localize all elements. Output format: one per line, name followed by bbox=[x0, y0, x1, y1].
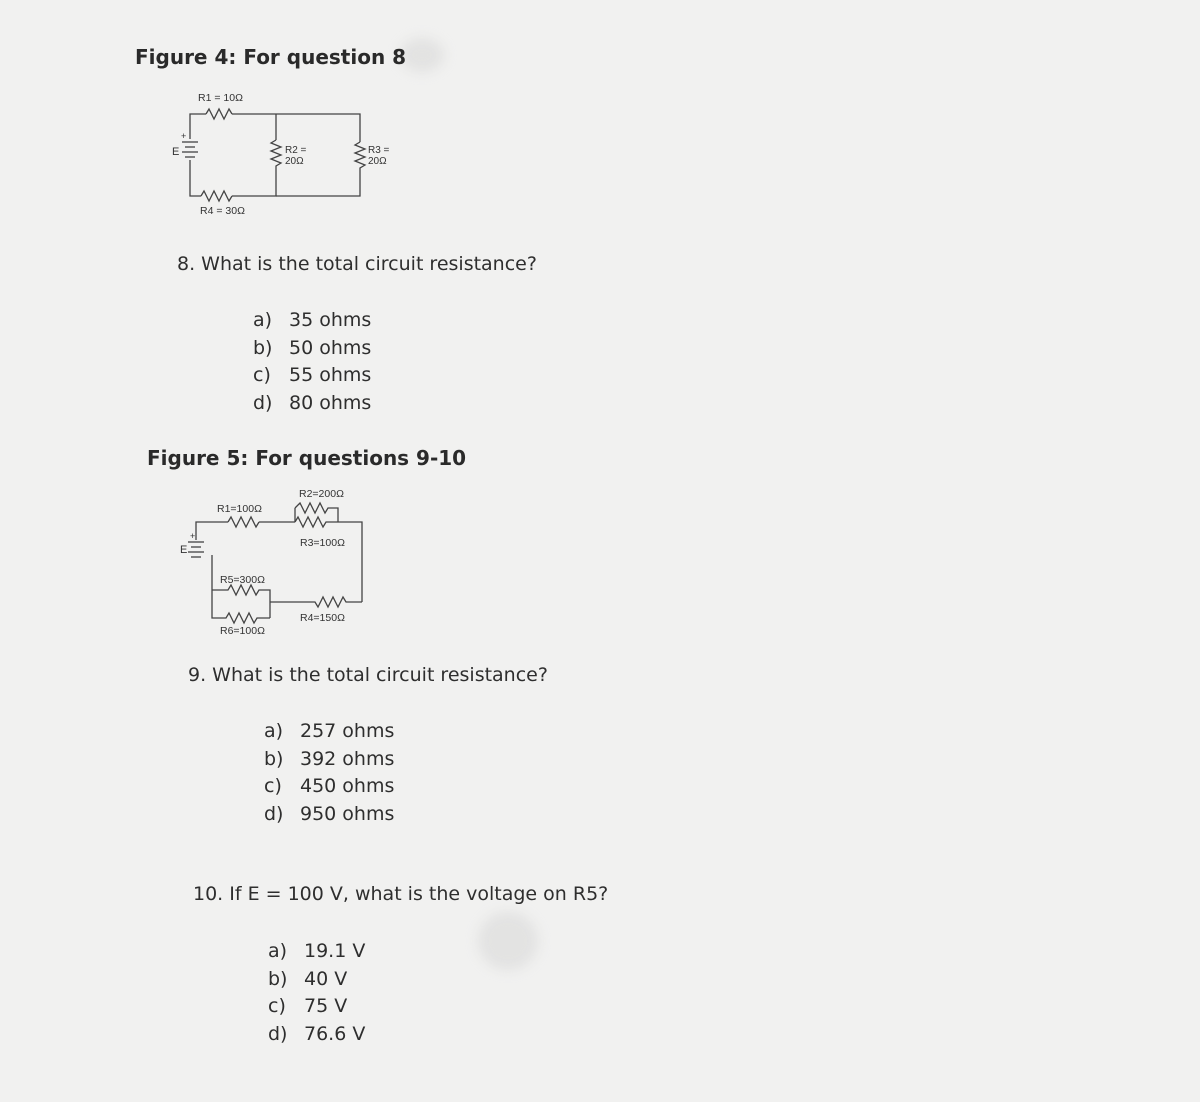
option-item: a) 19.1 V bbox=[268, 940, 366, 962]
wire bbox=[196, 522, 228, 540]
question-9-text: 9. What is the total circuit resistance? bbox=[188, 664, 548, 686]
option-item: b) 392 ohms bbox=[264, 747, 395, 770]
figure-4-r3-label: R3 = bbox=[368, 145, 390, 156]
question-8-options bbox=[253, 307, 371, 417]
figure-4-circuit bbox=[168, 84, 398, 224]
figure-5-circuit bbox=[178, 482, 378, 642]
figure-4-source-label: E bbox=[172, 146, 180, 158]
figure-5-r1-label: R1=100Ω bbox=[217, 503, 262, 515]
question-8-text: 8. What is the total circuit resistance? bbox=[177, 253, 537, 275]
resistor-r3 bbox=[295, 517, 338, 527]
question-9-options bbox=[264, 718, 394, 828]
option-item: d) 80 ohms bbox=[253, 391, 372, 414]
resistor-r5 bbox=[212, 585, 270, 618]
figure-4-r2-label: R2 = bbox=[285, 145, 307, 156]
figure-4-r4-label: R4 = 30Ω bbox=[200, 205, 245, 217]
wire bbox=[212, 555, 220, 618]
figure-5-r2-label: R2=200Ω bbox=[299, 488, 344, 500]
option-item: b) 40 V bbox=[268, 967, 348, 990]
resistor-r2 bbox=[271, 140, 281, 172]
wire bbox=[338, 522, 362, 602]
figure-4-plus: + bbox=[181, 131, 187, 141]
resistor-r4 bbox=[305, 597, 362, 607]
figure-4-r1-label: R1 = 10Ω bbox=[198, 92, 243, 104]
figure-5-plus: + bbox=[190, 531, 196, 541]
paper-smudge bbox=[400, 38, 444, 72]
figure-5-r3-label: R3=100Ω bbox=[300, 537, 345, 549]
option-item: d) 950 ohms bbox=[264, 802, 395, 825]
figure-4-title: Figure 4: For question 8 bbox=[135, 45, 407, 69]
paper-smudge bbox=[478, 912, 538, 970]
wire bbox=[190, 160, 201, 196]
resistor-r6 bbox=[220, 613, 270, 623]
figure-5-r4-label: R4=150Ω bbox=[300, 612, 345, 624]
option-item: d) 76.6 V bbox=[268, 1022, 366, 1045]
figure-4-r3-value: 20Ω bbox=[368, 156, 387, 167]
option-item: c) 55 ohms bbox=[253, 364, 372, 386]
option-item: c) 450 ohms bbox=[264, 775, 395, 797]
wire bbox=[232, 172, 276, 196]
figure-4-r2-value: 20Ω bbox=[285, 156, 304, 167]
figure-5-r5-label: R5=300Ω bbox=[220, 574, 265, 586]
wire bbox=[190, 114, 206, 139]
figure-5-r6-label: R6=100Ω bbox=[220, 625, 265, 637]
option-item: a) 35 ohms bbox=[253, 309, 372, 331]
resistor-r1 bbox=[228, 517, 259, 527]
option-item: a) 257 ohms bbox=[264, 720, 395, 742]
figure-5-title: Figure 5: For questions 9-10 bbox=[147, 446, 467, 470]
figure-5-source-label: E bbox=[180, 544, 188, 556]
question-10-text: 10. If E = 100 V, what is the voltage on R5? bbox=[193, 883, 609, 905]
resistor-r1 bbox=[206, 109, 232, 119]
question-10-options bbox=[268, 938, 365, 1048]
resistor-r4 bbox=[201, 191, 232, 201]
option-item: b) 50 ohms bbox=[253, 336, 372, 359]
option-item: c) 75 V bbox=[268, 995, 348, 1017]
wire bbox=[232, 114, 360, 142]
